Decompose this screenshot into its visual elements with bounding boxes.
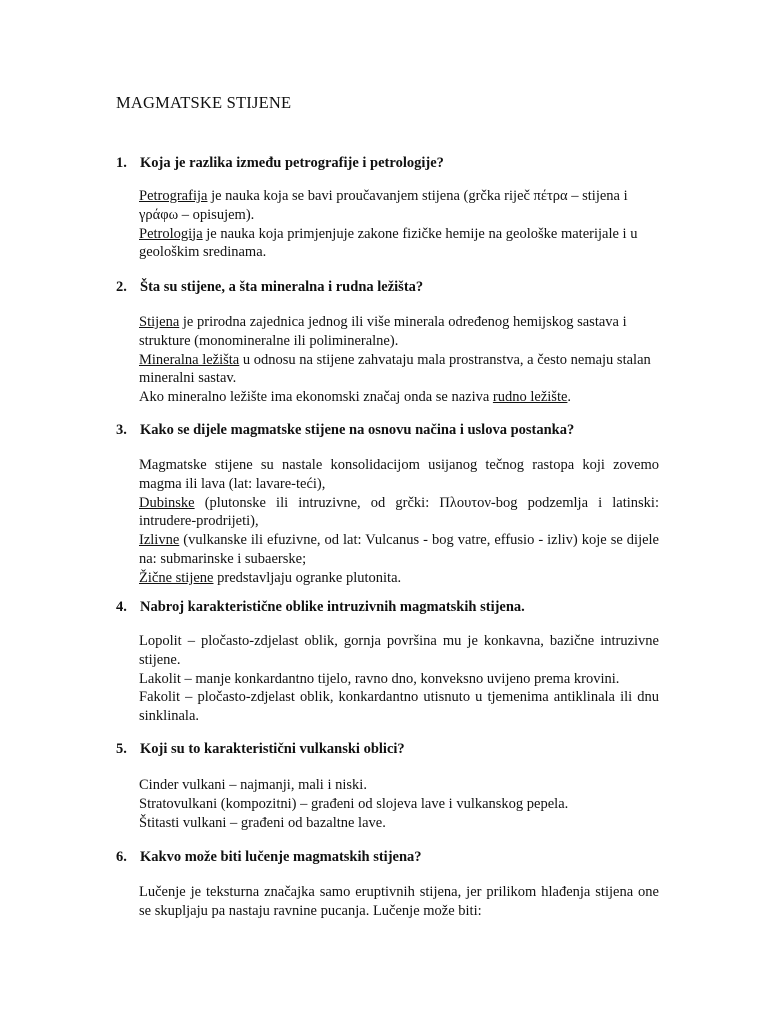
- paragraph: [139, 531, 659, 569]
- question-number: 3.: [116, 422, 127, 438]
- question-text: Šta su stijene, a šta mineralna i rudna ležišta?: [140, 279, 424, 295]
- term-petrografija: Petrografija: [139, 188, 208, 204]
- answer-5: [139, 776, 659, 832]
- question-number: 5.: [116, 741, 127, 757]
- question-6: [116, 849, 422, 866]
- paragraph: [139, 388, 659, 407]
- question-text: Kakvo može biti lučenje magmatskih stijena?: [140, 849, 422, 865]
- answer-2: [139, 313, 659, 407]
- term-izlivne: Izlivne: [139, 532, 180, 549]
- question-1: [116, 155, 444, 172]
- paragraph-text: Ako mineralno ležište ima ekonomski značaj onda se naziva: [139, 389, 493, 406]
- question-number: 6.: [116, 849, 127, 865]
- question-4: [116, 599, 525, 616]
- paragraph-text: .: [567, 389, 572, 406]
- document-title: MAGMATSKE STIJENE: [116, 93, 292, 112]
- paragraph-text: je prirodna zajednica jednog ili više minerala određenog hemijskog sastava i strukture (monomineralne ili polimineralne).: [139, 314, 627, 349]
- answer-1: [139, 187, 659, 262]
- question-number: 2.: [116, 279, 127, 295]
- question-text: Kako se dijele magmatske stijene na osnovu načina i uslova postanka?: [140, 422, 575, 438]
- answer-3: [139, 456, 659, 588]
- paragraph-text: predstavljaju ogranke plutonita.: [213, 569, 402, 586]
- term-zicne-stijene: Žične stijene: [139, 569, 214, 586]
- paragraph-text: (plutonske ili intruzivne, od grčki: Πλουτον-bog podzemlja i latinski: intrudere-prodrijeti),: [139, 494, 659, 530]
- term-stijena: Stijena: [139, 314, 180, 330]
- question-number: 4.: [116, 599, 127, 615]
- question-number: 1.: [116, 155, 127, 171]
- answer-4: [139, 632, 659, 726]
- question-5: [116, 741, 405, 758]
- paragraph: Štitasti vulkani – građeni od bazaltne lave.: [139, 814, 386, 831]
- question-text: Koji su to karakteristični vulkanski oblici?: [140, 741, 405, 757]
- question-text: Koja je razlika između petrografije i petrologije?: [140, 155, 444, 171]
- term-dubinske: Dubinske: [139, 494, 195, 511]
- term-petrologija: Petrologija: [139, 225, 203, 242]
- term-mineralna-lezista: Mineralna ležišta: [139, 351, 240, 368]
- paragraph: [139, 569, 659, 588]
- term-rudno-leziste: rudno ležište: [492, 389, 568, 406]
- answer-6: [139, 883, 659, 921]
- paragraph: [139, 351, 659, 389]
- paragraph: Cinder vulkani – najmanji, mali i niski.: [139, 777, 367, 793]
- paragraph: Lakolit – manje konkardantno tijelo, ravno dno, konveksno uvijeno prema krovini.: [139, 670, 620, 687]
- question-3: [116, 422, 574, 439]
- paragraph: [139, 494, 659, 532]
- paragraph-text: je nauka koja primjenjuje zakone fizičke hemije na geološke materijale i u geološkim sredinama.: [139, 225, 638, 261]
- paragraph-text: u odnosu na stijene zahvataju mala prostranstva, a često nemaju stalan mineralni sastav.: [139, 351, 651, 387]
- paragraph: Lučenje je teksturna značajka samo eruptivnih stijena, jer prilikom hlađenja stijena one se skupljaju pa nastaju ravnine pucanja. Lučenje može biti:: [139, 884, 659, 919]
- paragraph: [139, 313, 659, 351]
- paragraph: Stratovulkani (kompozitni) – građeni od slojeva lave i vulkanskog pepela.: [139, 795, 569, 812]
- paragraph: Magmatske stijene su nastale konsolidacijom usijanog tečnog rastopa koji zovemo magma ili lava (lat: lavare-teći),: [139, 457, 659, 492]
- paragraph: [139, 187, 659, 225]
- paragraph-text: je nauka koja se bavi proučavanjem stijena (grčka riječ πέτρα – stijena i γράφω – opisujem).: [139, 188, 628, 223]
- paragraph: [139, 225, 659, 263]
- question-text: Nabroj karakteristične oblike intruzivnih magmatskih stijena.: [140, 599, 525, 615]
- paragraph: Lopolit – pločasto-zdjelast oblik, gornja površina mu je konkavna, bazične intruzivne stijene.: [139, 633, 659, 668]
- question-2: [116, 279, 423, 296]
- paragraph: Fakolit – pločasto-zdjelast oblik, konkardantno utisnuto u tjemenima antiklinala ili dnu sinklinala.: [139, 689, 659, 725]
- paragraph-text: (vulkanske ili efuzivne, od lat: Vulcanus - bog vatre, effusio - izliv) koje se dijele na: submarinske i subaerske;: [139, 532, 659, 567]
